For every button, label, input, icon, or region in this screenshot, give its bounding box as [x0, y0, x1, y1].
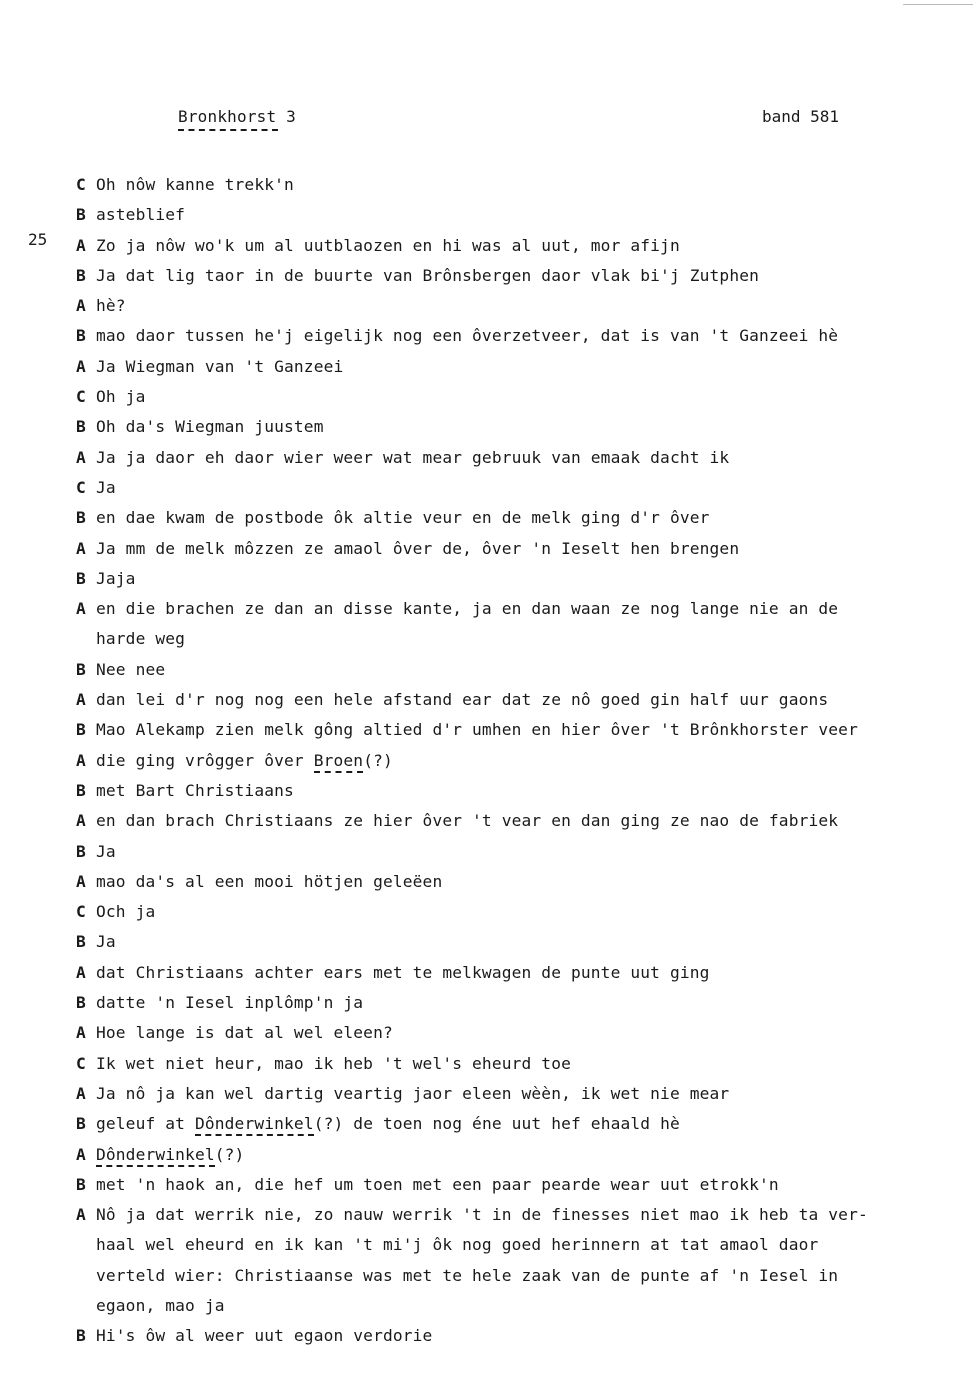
- transcript-line: [76, 655, 936, 685]
- transcript-line: [76, 291, 936, 321]
- speaker-label: B: [76, 265, 86, 285]
- utterance-text-main: haal wel eheurd en ik kan 't mi'j ôk nog goed herinnern at tat amaol daor: [96, 1235, 819, 1255]
- speaker-label: A: [76, 1023, 86, 1043]
- transcript-line: [76, 231, 936, 261]
- utterance-text-main: egaon, mao ja: [96, 1295, 225, 1315]
- speaker-label: C: [76, 902, 86, 922]
- utterance-text-main: en die brachen ze dan an disse kante, ja en dan waan ze nog lange nie an de: [96, 599, 839, 619]
- utterance-text-main: die ging vrôgger ôver: [96, 750, 314, 770]
- utterance-text-after: (?): [363, 750, 393, 770]
- speaker-label: A: [76, 811, 86, 831]
- utterance-text-main: en dae kwam de postbode ôk altie veur en de melk ging d'r ôver: [96, 508, 710, 528]
- transcript-line: [76, 564, 936, 594]
- speaker-label: C: [76, 387, 86, 407]
- speaker-label: A: [76, 296, 86, 316]
- speaker-label: B: [76, 568, 86, 588]
- transcript-line: [76, 1321, 936, 1351]
- utterance-text: [96, 867, 442, 897]
- utterance-text: [96, 1200, 868, 1230]
- transcript-line: [76, 746, 936, 776]
- speaker-label: A: [76, 447, 86, 467]
- utterance-text-after: (?): [214, 1144, 245, 1164]
- utterance-text-main: Hoe lange is dat al wel eleen?: [96, 1023, 393, 1043]
- transcript-line: [76, 534, 936, 564]
- speaker-label: B: [76, 508, 86, 528]
- utterance-text-main: asteblief: [96, 205, 186, 225]
- utterance-text: [96, 352, 343, 382]
- utterance-text-main: Zo ja nôw wo'k um al uutblaozen en hi was al uut, mor afijn: [96, 235, 680, 255]
- speaker-label: B: [76, 326, 86, 346]
- transcript-line: [76, 382, 936, 412]
- speaker-label: C: [76, 1053, 86, 1073]
- transcript-line: [76, 261, 936, 291]
- transcript-line: [76, 443, 936, 473]
- utterance-text-main: Ja: [96, 841, 116, 861]
- speaker-label: C: [76, 175, 86, 194]
- transcript-line: [76, 352, 936, 382]
- utterance-text: [96, 1018, 393, 1048]
- transcript-line: [76, 958, 936, 988]
- speaker-label: B: [76, 1114, 86, 1134]
- transcript-line: [76, 715, 936, 745]
- utterance-text-main: Nee nee: [96, 659, 166, 679]
- utterance-text: [96, 1109, 680, 1139]
- speaker-label: B: [76, 659, 86, 679]
- page-title: Bronkhorst 3: [178, 107, 296, 126]
- transcript-line: [76, 200, 936, 230]
- utterance-text: [96, 473, 116, 503]
- transcript-continuation: [76, 624, 936, 654]
- utterance-text-main: geleuf at: [96, 1114, 195, 1134]
- speaker-label: A: [76, 962, 86, 982]
- speaker-label: B: [76, 205, 86, 225]
- uncertain-word: Broen: [314, 751, 363, 773]
- utterance-text-main: Och ja: [96, 902, 156, 922]
- utterance-text: [96, 685, 828, 715]
- utterance-text: [96, 1049, 571, 1079]
- transcript-line: [76, 897, 936, 927]
- transcript-line: [76, 170, 936, 200]
- band-number: band 581: [762, 107, 840, 126]
- utterance-text-main: Nô ja dat werrik nie, zo nauw werrik 't in de finesses niet mao ik heb ta ver-: [96, 1205, 868, 1225]
- speaker-label: C: [76, 477, 86, 497]
- transcript-line: [76, 806, 936, 836]
- transcript-continuation: [76, 1261, 936, 1291]
- utterance-text-main: Ik wet niet heur, mao ik heb 't wel's eheurd toe: [96, 1053, 571, 1073]
- utterance-text: [96, 412, 324, 442]
- utterance-text-after: (?) de toen nog éne uut hef ehaald hè: [313, 1114, 680, 1134]
- speaker-label: B: [76, 993, 86, 1013]
- utterance-text: [96, 291, 126, 321]
- utterance-text: [96, 1321, 432, 1351]
- utterance-text-main: verteld wier: Christiaanse was met te hele zaak van de punte af 'n Iesel in: [96, 1265, 839, 1285]
- transcript-line: [76, 321, 936, 351]
- utterance-text-main: met 'n haok an, die hef um toen met een paar pearde wear uut etrokk'n: [96, 1174, 779, 1194]
- transcript-line: [76, 1109, 936, 1139]
- utterance-text: [96, 443, 729, 473]
- utterance-text: [96, 261, 759, 291]
- speaker-label: A: [76, 690, 86, 710]
- utterance-text: [96, 1079, 729, 1109]
- transcript-line: [76, 927, 936, 957]
- utterance-text-main: Ja Wiegman van 't Ganzeei: [96, 356, 344, 376]
- utterance-text: [96, 624, 185, 654]
- utterance-text-main: Ja ja daor eh daor wier weer wat mear gebruuk van emaak dacht ik: [96, 447, 730, 467]
- utterance-text-main: dat Christiaans achter ears met te melkwagen de punte uut ging: [96, 962, 710, 982]
- speaker-label: B: [76, 780, 86, 800]
- utterance-text-main: mao daor tussen he'j eigelijk nog een ôverzetveer, dat is van 't Ganzeei hè: [96, 326, 839, 346]
- utterance-text: [96, 1291, 225, 1321]
- utterance-text-main: Jaja: [96, 568, 136, 588]
- utterance-text-main: Ja: [96, 477, 116, 497]
- transcript-lines: [76, 170, 936, 1352]
- utterance-text-main: Ja mm de melk môzzen ze amaol ôver de, ôver 'n Ieselt hen brengen: [96, 538, 740, 558]
- utterance-text-main: Ja: [96, 932, 116, 952]
- speaker-label: B: [76, 417, 86, 437]
- utterance-text: [96, 1170, 779, 1200]
- transcript-line: [76, 685, 936, 715]
- utterance-text-main: Oh ja: [96, 387, 146, 407]
- corner-mark: [903, 4, 973, 5]
- transcript-line: [76, 1079, 936, 1109]
- transcript-continuation: [76, 1230, 936, 1260]
- transcript-line: [76, 412, 936, 442]
- utterance-text: [96, 1261, 838, 1291]
- utterance-text: [96, 503, 710, 533]
- utterance-text: [96, 837, 116, 867]
- transcript-line: [76, 1170, 936, 1200]
- utterance-text: [96, 200, 185, 230]
- utterance-text: [96, 1140, 244, 1170]
- utterance-text-main: Oh nôw kanne trekk'n: [96, 175, 294, 194]
- utterance-text-main: Ja dat lig taor in de buurte van Brônsbergen daor vlak bi'j Zutphen: [96, 265, 760, 285]
- utterance-text: [96, 776, 294, 806]
- speaker-label: A: [76, 538, 86, 558]
- utterance-text-main: datte 'n Iesel inplômp'n ja: [96, 993, 364, 1013]
- utterance-text: [96, 170, 294, 200]
- utterance-text: [96, 564, 136, 594]
- speaker-label: A: [76, 750, 86, 770]
- utterance-text-main: en dan brach Christiaans ze hier ôver 't vear en dan ging ze nao de fabriek: [96, 811, 839, 831]
- margin-line-number: 25: [28, 230, 48, 249]
- transcript-line: [76, 1140, 936, 1170]
- speaker-label: A: [76, 871, 86, 891]
- speaker-label: A: [76, 235, 86, 255]
- speaker-label: A: [76, 356, 86, 376]
- utterance-text-main: Oh da's Wiegman juustem: [96, 417, 324, 437]
- transcript-line: [76, 837, 936, 867]
- speaker-label: A: [76, 599, 86, 619]
- speaker-label: A: [76, 1083, 86, 1103]
- transcript-line: [76, 776, 936, 806]
- utterance-text: [96, 1230, 818, 1260]
- utterance-text-main: mao da's al een mooi hötjen geleëen: [96, 871, 443, 891]
- uncertain-word: Dônderwinkel: [96, 1145, 215, 1167]
- speaker-label: B: [76, 1326, 86, 1346]
- utterance-text-main: Ja nô ja kan wel dartig veartig jaor eleen wèèn, ik wet nie mear: [96, 1083, 730, 1103]
- transcript-continuation: [76, 1291, 936, 1321]
- speaker-label: B: [76, 841, 86, 861]
- transcript-line: [76, 1018, 936, 1048]
- utterance-text: [96, 715, 858, 745]
- uncertain-word: Dônderwinkel: [195, 1114, 314, 1136]
- speaker-label: B: [76, 932, 86, 952]
- transcript-line: [76, 503, 936, 533]
- utterance-text-main: Hi's ôw al weer uut egaon verdorie: [96, 1326, 433, 1346]
- utterance-text-main: Mao Alekamp zien melk gông altied d'r umhen en hier ôver 't Brônkhorster veer: [96, 720, 858, 740]
- utterance-text: [96, 594, 838, 624]
- utterance-text: [96, 806, 838, 836]
- transcript-line: [76, 594, 936, 624]
- speaker-label: B: [76, 1174, 86, 1194]
- utterance-text-main: dan lei d'r nog nog een hele afstand ear dat ze nô goed gin half uur gaons: [96, 690, 829, 710]
- utterance-text-main: met Bart Christiaans: [96, 780, 294, 800]
- utterance-text: [96, 321, 838, 351]
- transcript-line: [76, 867, 936, 897]
- transcript-line: [76, 1049, 936, 1079]
- utterance-text: [96, 534, 739, 564]
- transcript-line: [76, 1200, 936, 1230]
- transcript-line: [76, 473, 936, 503]
- speaker-label: A: [76, 1205, 86, 1225]
- speaker-label: B: [76, 720, 86, 740]
- utterance-text: [96, 958, 710, 988]
- title-underline: [178, 129, 278, 131]
- utterance-text: [96, 655, 165, 685]
- utterance-text: [96, 988, 363, 1018]
- utterance-text-main: hè?: [96, 296, 126, 316]
- speaker-label: A: [76, 1144, 86, 1164]
- utterance-text: [96, 746, 393, 776]
- utterance-text: [96, 231, 680, 261]
- utterance-text: [96, 382, 145, 412]
- utterance-text: [96, 897, 155, 927]
- transcript-line: [76, 988, 936, 1018]
- utterance-text: [96, 927, 116, 957]
- utterance-text-main: harde weg: [96, 629, 186, 649]
